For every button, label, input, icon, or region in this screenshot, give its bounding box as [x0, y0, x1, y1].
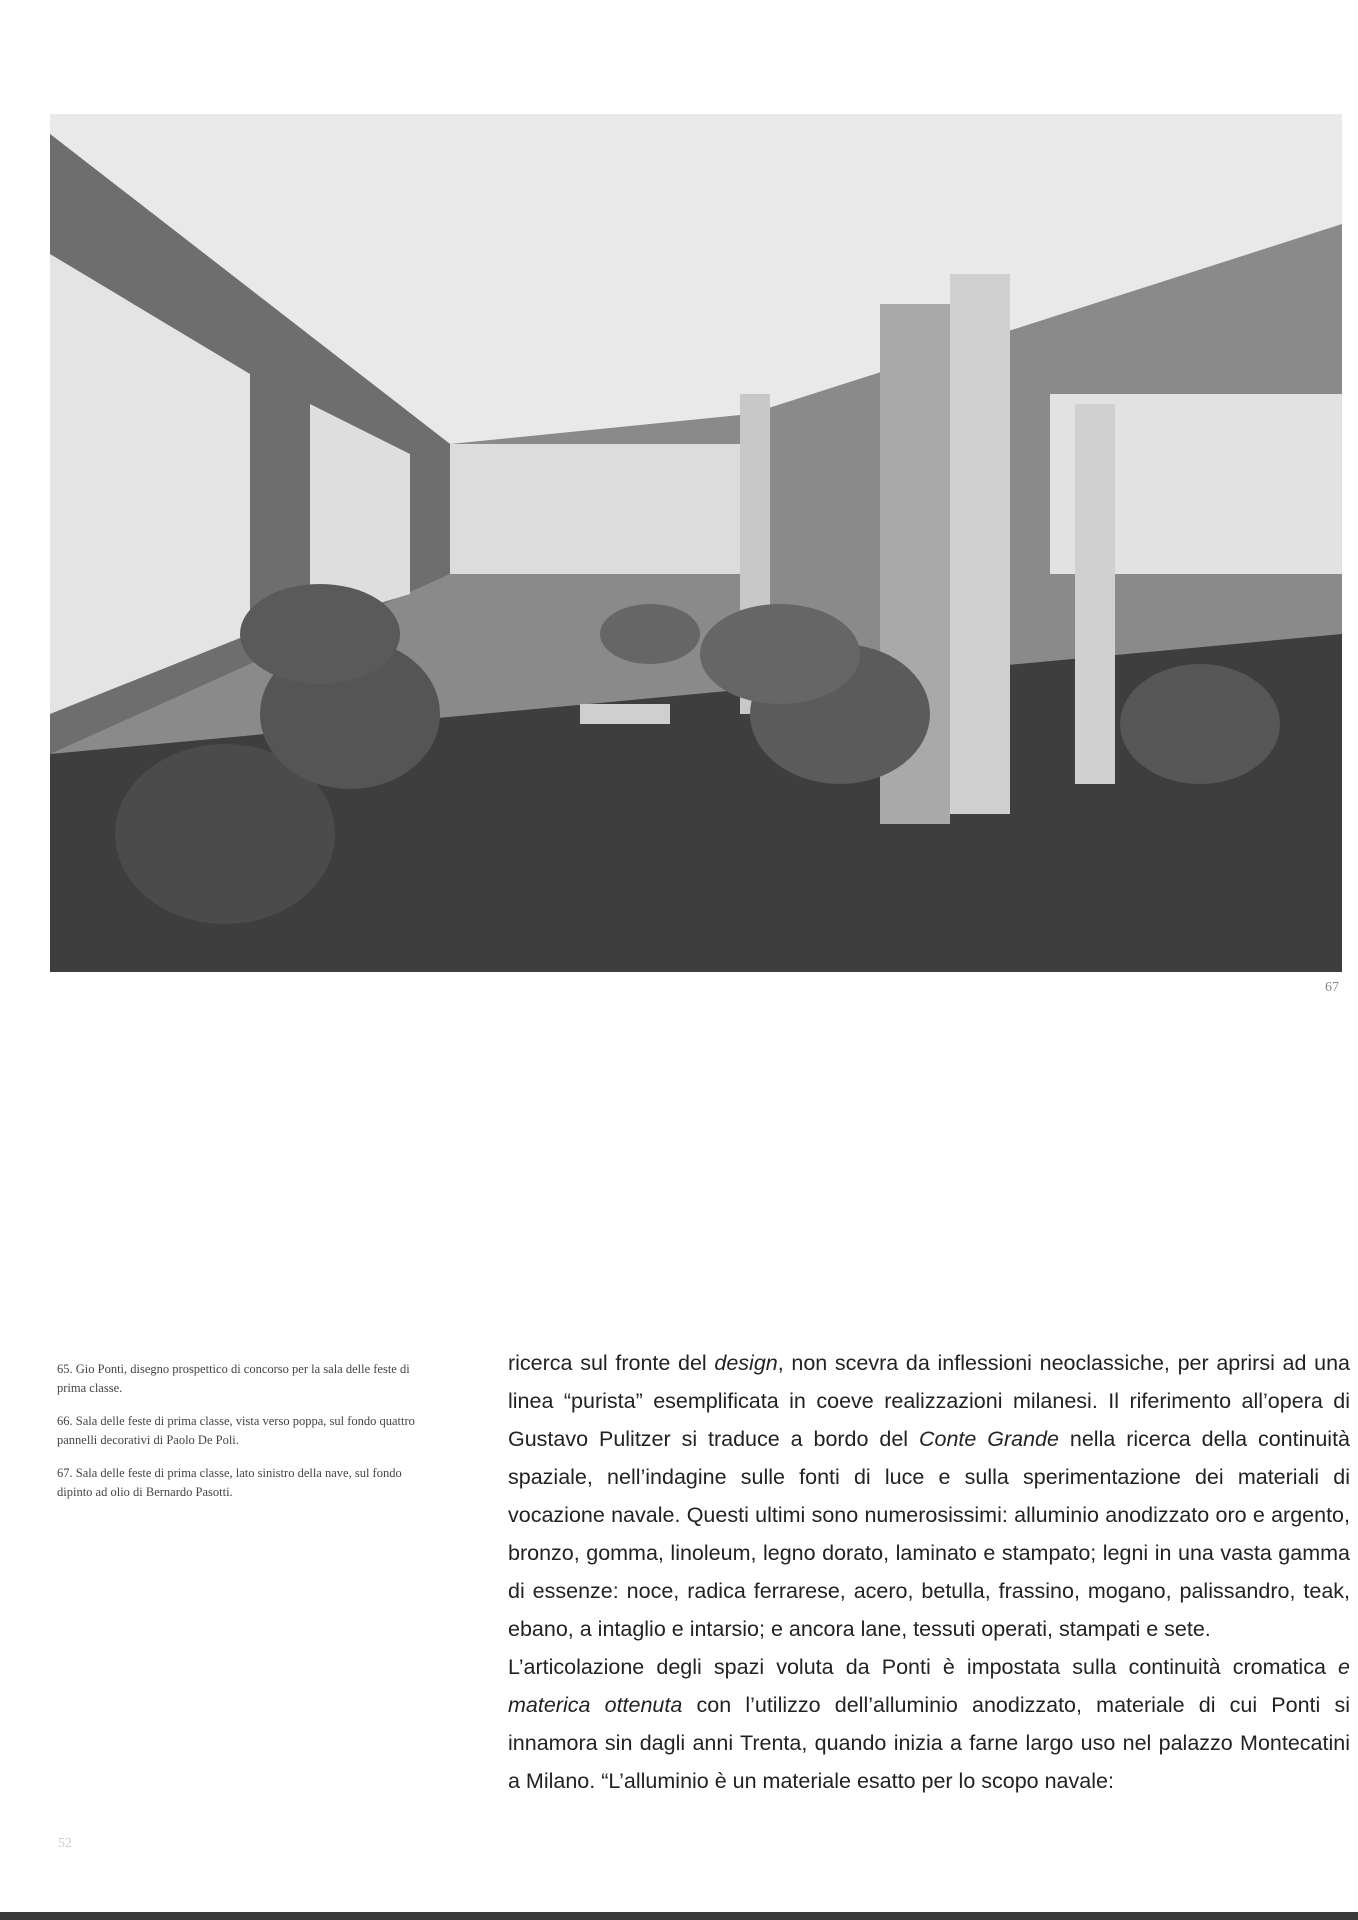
text-run: , non scevra da inflessioni neoclassiche, per aprirsi ad una linea “purista” esemplificata in coeve realizzazioni milanesi. Il riferimento all’opera di Gustavo Pulitzer si traduce a bordo del — [508, 1351, 1350, 1451]
text-run: ricerca sul fronte del — [508, 1351, 715, 1375]
caption-66: 66. Sala delle feste di prima classe, vista verso poppa, sul fondo quattro pannelli decorativi di Paolo De Poli. — [57, 1414, 415, 1447]
caption-67: 67. Sala delle feste di prima classe, lato sinistro della nave, sul fondo dipinto ad olio di Bernardo Pasotti. — [57, 1466, 402, 1499]
scan-edge — [0, 1912, 1358, 1920]
caption-65: 65. Gio Ponti, disegno prospettico di concorso per la sala delle feste di prima classe. — [57, 1362, 410, 1395]
text-run: nella ricerca della continuità spaziale, nell’indagine sulle fonti di luce e sulla sperimentazione dei materiali di vocazione navale. Questi ultimi sono numerosissimi: alluminio anodizzato oro e argento, bronzo, gomma, linoleum, legno dorato, laminato e stampato; legni in una vasta gamma di essenze: noce, radica ferrarese, acero, betulla, frassino, mogano, palissandro, teak, ebano, a intaglio e intarsio; e ancora lane, tessuti operati, stampati e sete. — [508, 1427, 1351, 1641]
text-run: L’articolazione degli spazi voluta da Ponti è impostata sulla continuità cromatica — [508, 1655, 1339, 1679]
text-run: con l’utilizzo dell’alluminio anodizzato, materiale di cui Ponti si innamora sin dagli anni Trenta, quando inizia a farne largo uso nel palazzo Montecatini a Milano. “L’alluminio è un materiale esatto per lo scopo navale: — [508, 1693, 1350, 1793]
italic-term: design — [714, 1351, 778, 1375]
paragraph-2 — [508, 1648, 1350, 1800]
ship-name: Conte Grande — [918, 1427, 1059, 1451]
italic-phrase: e materica ottenuta — [508, 1655, 1350, 1717]
page-number: 52 — [58, 1836, 72, 1851]
interior-photograph — [50, 114, 1342, 972]
figure-captions — [57, 1360, 417, 1516]
figure-number: 67 — [1325, 980, 1339, 995]
paragraph-1 — [508, 1344, 1350, 1648]
body-text — [508, 1344, 1350, 1800]
